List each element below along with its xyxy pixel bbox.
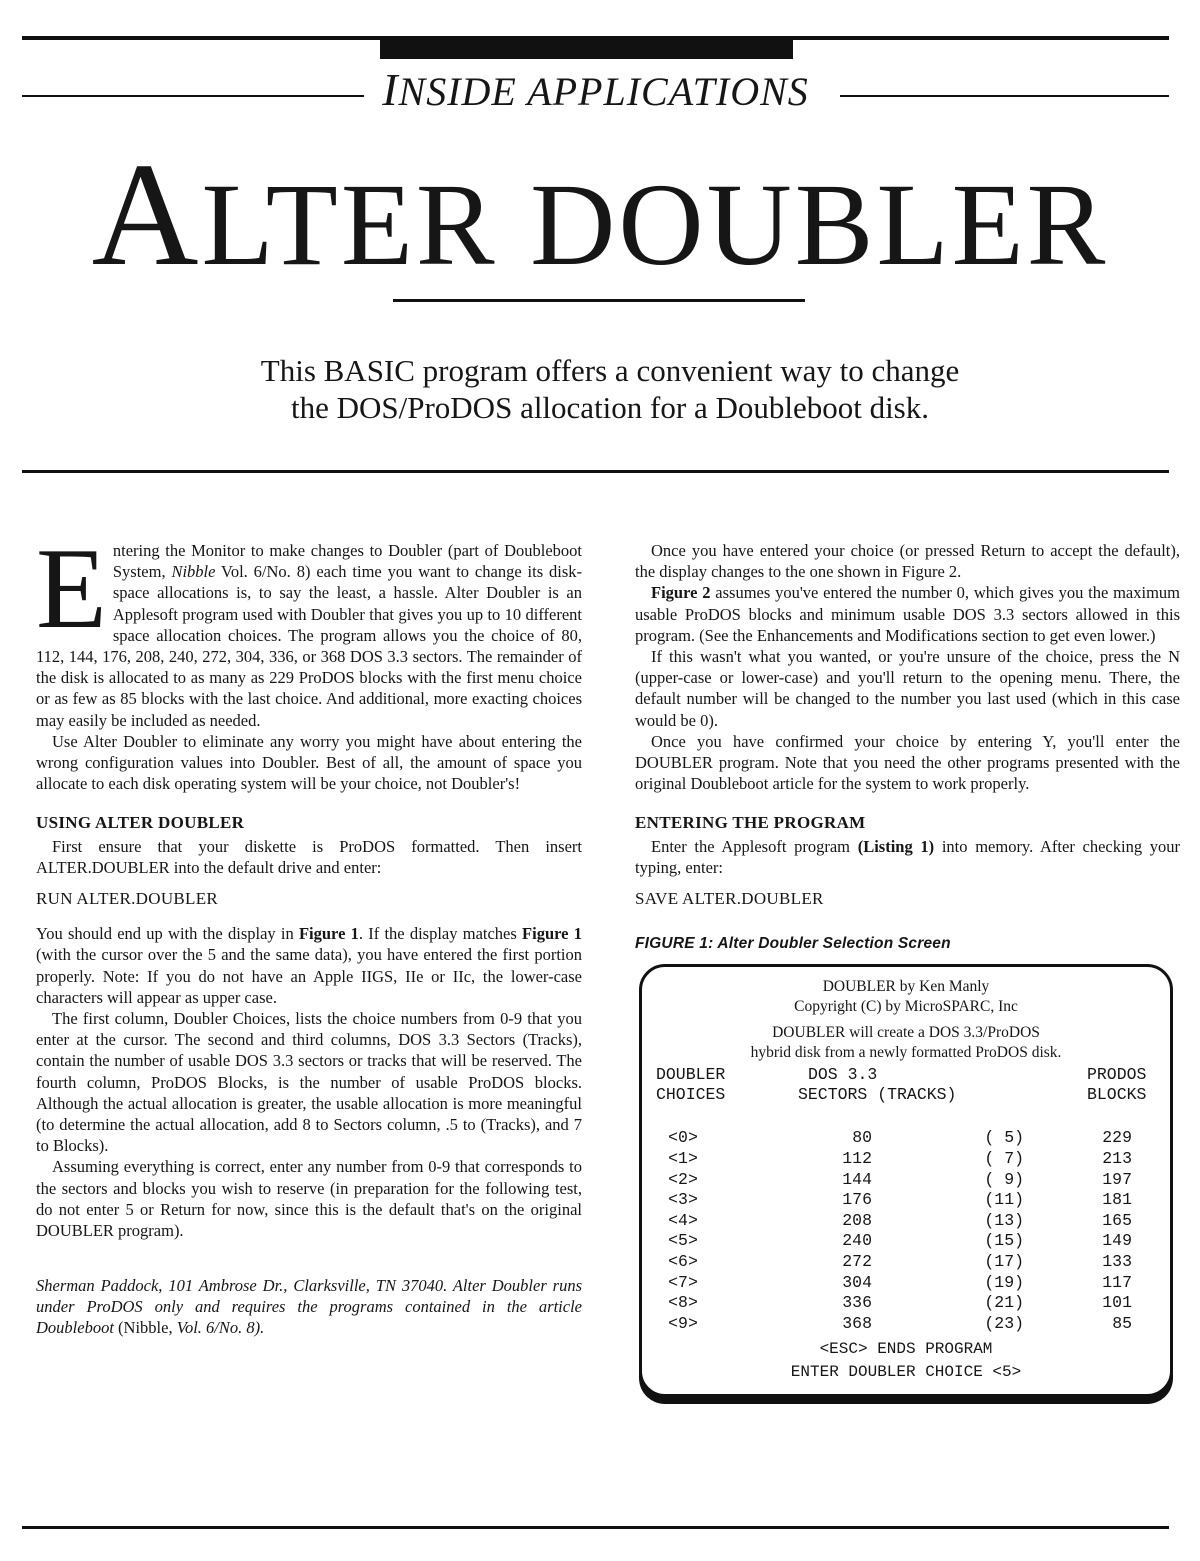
choice-row xyxy=(642,1169,1170,1190)
paragraph: You should end up with the display in Figure 1. If the display matches Figure 1 (with the cursor over the 5 and the same data), you have entered the first portion properly. Note: If you do not have an Apple IIGS, IIe or IIc, the lower-case characters will appear as upper case. xyxy=(36,924,582,1007)
article-title xyxy=(0,133,1200,297)
row-sectors: 368 xyxy=(842,1313,872,1333)
title-underline xyxy=(393,299,805,302)
choice-row xyxy=(642,1313,1170,1334)
left-column xyxy=(36,525,582,1338)
paragraph: Once you have entered your choice (or pressed Return to accept the default), the display changes to the one shown in Figure 2. xyxy=(635,541,1180,582)
choice-prompt: ENTER DOUBLER CHOICE <5> xyxy=(790,1363,1022,1382)
row-sectors: 272 xyxy=(842,1252,872,1272)
row-choice: <5> xyxy=(668,1231,698,1251)
paragraph: Figure 2 assumes you've entered the number 0, which gives you the maximum usable ProDOS blocks and minimum usable DOS 3.3 sectors allowed in this program. (See the Enhancements and Modifications section to get even lower.) xyxy=(635,583,1180,645)
paragraph: The first column, Doubler Choices, lists the choice numbers from 0-9 that you enter at the cursor. The second and third columns, DOS 3.3 Sectors (Tracks), contain the number of usable DOS 3.3 sectors or tracks that will be reserved. The fourth column, ProDOS Blocks, is the number of usable ProDOS blocks. Although the actual allocation is greater, the usable allocation is more meaningful (to determine the actual allocation, add 8 to Sectors column, .5 to (Tracks), and 7 to Blocks). xyxy=(36,1009,582,1156)
row-tracks: (23) xyxy=(984,1313,1024,1333)
row-tracks: ( 9) xyxy=(984,1169,1024,1189)
row-tracks: ( 7) xyxy=(984,1149,1024,1169)
figure-reference: Figure 1 xyxy=(298,924,359,944)
row-choice: <1> xyxy=(668,1149,698,1169)
header-blocks: BLOCKS xyxy=(1087,1085,1147,1105)
row-tracks: ( 5) xyxy=(984,1128,1024,1148)
paragraph: Entering the Monitor to make changes to Doubler (part of Doubleboot System, Nibble Vol. 6/No. 8) each time you want to change its disk-space allocations is, to say the least, a hassle. Alter Doubler is an Applesoft program used with Doubler that gives you up to 10 different space allocation choices. The program allows you the choice of 80, 112, 144, 176, 208, 240, 272, 304, 336, or 368 DOS 3.3 sectors. The remainder of the disk is allocated to as many as 229 ProDOS blocks with the first menu choice or as few as 85 blocks with the last choice. And additional, more exacting choices may easily be included as needed. xyxy=(36,525,582,730)
screen-description: DOUBLER will create a DOS 3.3/ProDOS xyxy=(772,1024,1040,1042)
row-choice: <9> xyxy=(668,1313,698,1333)
choice-row xyxy=(642,1127,1170,1148)
paragraph: If this wasn't what you wanted, or you're unsure of the choice, press the N (upper-case or lower-case) and you'll return to the opening menu. There, the default number will be changed to the number you last used (which in this case would be 0). xyxy=(635,647,1180,730)
row-tracks: (15) xyxy=(984,1231,1024,1251)
figure-reference: Figure 2 xyxy=(651,583,711,603)
figure-caption: FIGURE 1: Alter Doubler Selection Screen xyxy=(635,935,951,953)
paragraph: Enter the Applesoft program (Listing 1) into memory. After checking your typing, enter: xyxy=(635,836,1180,877)
header-prodos: PRODOS xyxy=(1087,1065,1147,1085)
row-blocks: 181 xyxy=(1102,1190,1132,1210)
row-choice: <2> xyxy=(668,1169,698,1189)
row-blocks: 85 xyxy=(1112,1313,1132,1333)
row-tracks: (17) xyxy=(984,1252,1024,1272)
row-sectors: 208 xyxy=(842,1210,872,1230)
deck-rule xyxy=(22,470,1169,473)
row-sectors: 304 xyxy=(842,1272,872,1292)
row-tracks: (13) xyxy=(984,1210,1024,1230)
right-column xyxy=(635,540,1180,1397)
row-choice: <7> xyxy=(668,1272,698,1292)
command-line: SAVE ALTER.DOUBLER xyxy=(635,889,824,909)
choice-row xyxy=(642,1251,1170,1272)
section-kicker xyxy=(22,64,1169,116)
figure-reference: Figure 1 xyxy=(522,924,582,944)
command-line: RUN ALTER.DOUBLER xyxy=(36,889,219,909)
row-tracks: (19) xyxy=(984,1272,1024,1292)
row-blocks: 197 xyxy=(1102,1169,1132,1189)
section-heading: ENTERING THE PROGRAM xyxy=(635,813,866,833)
row-choice: <8> xyxy=(668,1293,698,1313)
screen-title: DOUBLER by Ken Manly xyxy=(822,978,990,996)
row-blocks: 117 xyxy=(1102,1272,1132,1292)
article-title-rest: LTER DOUBLER xyxy=(201,159,1109,290)
screen-copyright: Copyright (C) by MicroSPARC, Inc xyxy=(794,998,1018,1016)
header-dos: DOS 3.3 xyxy=(808,1065,878,1085)
choice-row xyxy=(642,1272,1170,1293)
choice-row xyxy=(642,1189,1170,1210)
article-deck: This BASIC program offers a convenient way to change the DOS/ProDOS allocation for a Doubleboot disk. xyxy=(260,353,960,425)
magazine-name: Nibble xyxy=(171,562,216,582)
row-blocks: 133 xyxy=(1102,1252,1132,1272)
row-sectors: 80 xyxy=(852,1128,872,1148)
paragraph: Use Alter Doubler to eliminate any worry you might have about entering the wrong configuration values into Doubler. Best of all, the amount of space you allocate to each disk operating system will be your choice, not Doubler's! xyxy=(36,731,582,794)
row-sectors: 336 xyxy=(842,1293,872,1313)
paragraph: Assuming everything is correct, enter any number from 0-9 that corresponds to the sectors and blocks you wish to reserve (in preparation for the following test, do not enter 5 or Return for now, since this is the default that's on the original DOUBLER program). xyxy=(36,1157,582,1241)
article-title-initial: A xyxy=(91,133,202,297)
row-blocks: 101 xyxy=(1102,1293,1132,1313)
screen-description: hybrid disk from a newly formatted ProDOS disk. xyxy=(750,1044,1062,1062)
top-black-bar xyxy=(380,40,793,59)
row-sectors: 144 xyxy=(842,1169,872,1189)
section-name-initial: I xyxy=(382,64,399,115)
row-choice: <4> xyxy=(668,1210,698,1230)
row-choice: <0> xyxy=(668,1128,698,1148)
listing-reference: (Listing 1) xyxy=(857,836,935,856)
selection-screen xyxy=(639,964,1173,1397)
choice-table xyxy=(642,1127,1170,1333)
drop-cap: E xyxy=(36,525,107,653)
row-sectors: 112 xyxy=(842,1149,872,1169)
section-heading: USING ALTER DOUBLER xyxy=(36,813,245,833)
choice-row xyxy=(642,1230,1170,1251)
section-name xyxy=(22,64,1169,115)
section-name-rest: NSIDE APPLICATIONS xyxy=(398,69,809,114)
row-tracks: (21) xyxy=(984,1293,1024,1313)
row-blocks: 229 xyxy=(1102,1128,1132,1148)
author-byline: Sherman Paddock, 101 Ambrose Dr., Clarksville, TN 37040. Alter Doubler runs under ProDOS only and requires the programs contained in the article Doubleboot (Nibble, Vol. 6/No. 8). xyxy=(36,1276,582,1338)
header-sectors-tracks: SECTORS (TRACKS) xyxy=(798,1085,957,1105)
choice-row xyxy=(642,1148,1170,1169)
choice-row xyxy=(642,1210,1170,1231)
paragraph: Once you have confirmed your choice by entering Y, you'll enter the DOUBLER program. Note that you need the other programs presented with the original Doubleboot article for the system to work properly. xyxy=(635,731,1180,794)
header-doubler: DOUBLER xyxy=(656,1065,726,1085)
row-blocks: 165 xyxy=(1102,1210,1132,1230)
header-choices: CHOICES xyxy=(656,1085,726,1105)
bottom-rule xyxy=(22,1526,1169,1529)
paragraph: First ensure that your diskette is ProDOS formatted. Then insert ALTER.DOUBLER into the default drive and enter: xyxy=(36,836,582,877)
row-tracks: (11) xyxy=(984,1190,1024,1210)
row-blocks: 213 xyxy=(1102,1149,1132,1169)
row-sectors: 176 xyxy=(842,1190,872,1210)
row-blocks: 149 xyxy=(1102,1231,1132,1251)
row-sectors: 240 xyxy=(842,1231,872,1251)
row-choice: <6> xyxy=(668,1252,698,1272)
escape-hint: <ESC> ENDS PROGRAM xyxy=(819,1340,993,1359)
choice-row xyxy=(642,1292,1170,1313)
row-choice: <3> xyxy=(668,1190,698,1210)
